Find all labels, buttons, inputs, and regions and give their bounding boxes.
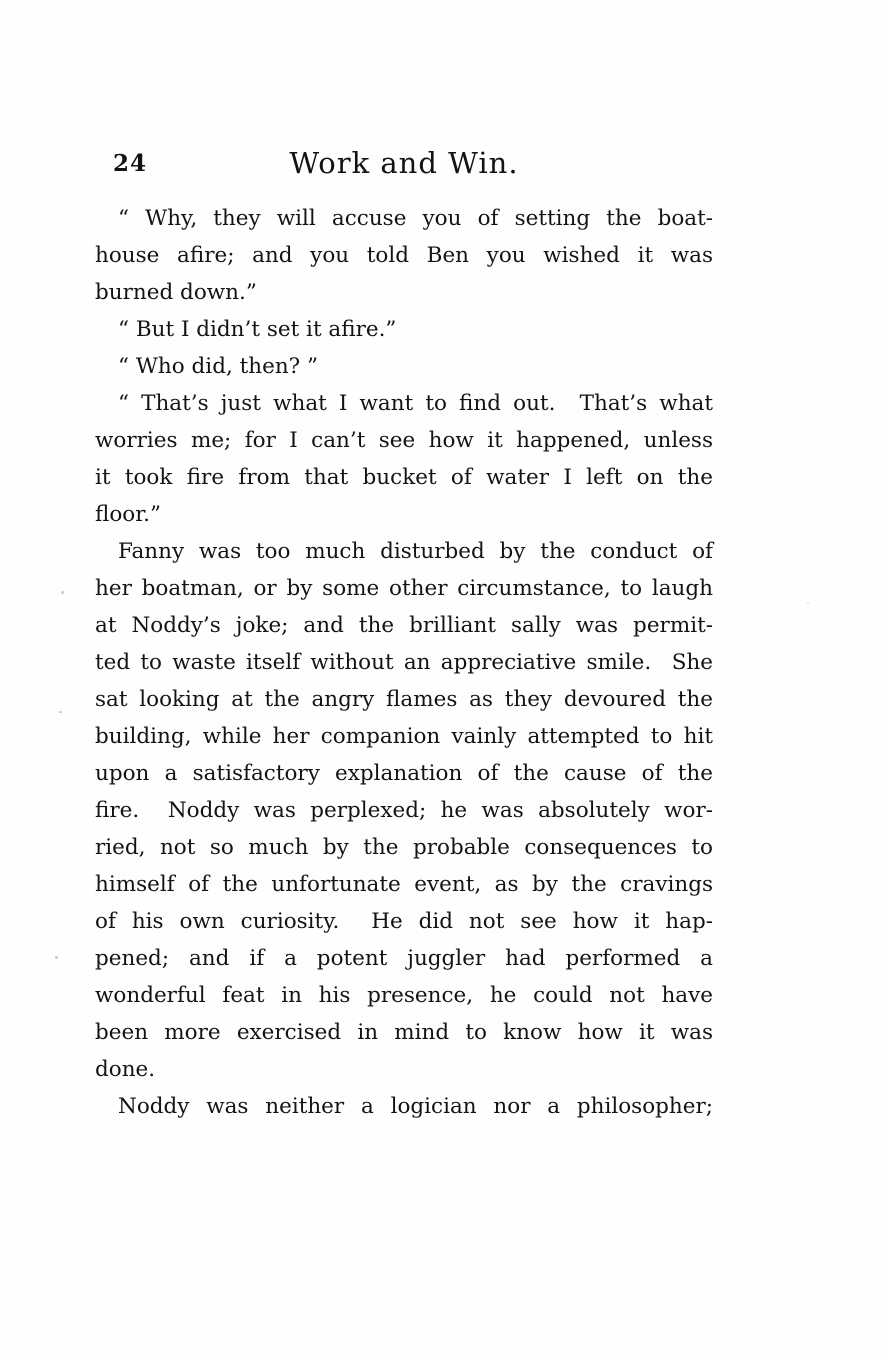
text-line: pened; and if a potent juggler had performed a: [95, 946, 713, 971]
text-line: at Noddy’s joke; and the brilliant sally was permit-: [95, 613, 713, 638]
paragraph: [95, 348, 713, 385]
text-line: “ But I didn’t set it afire.”: [118, 317, 397, 342]
text-line: ried, not so much by the probable consequences to: [95, 835, 713, 860]
text-line: “ That’s just what I want to find out. That’s what: [118, 391, 713, 416]
text-line: Noddy was neither a logician nor a philosopher;: [118, 1094, 713, 1119]
text-line: fire. Noddy was perplexed; he was absolutely wor-: [95, 798, 713, 823]
paragraph: [95, 533, 713, 1088]
paragraph: [95, 311, 713, 348]
text-line: worries me; for I can’t see how it happened, unless: [95, 428, 713, 453]
text-line: upon a satisfactory explanation of the cause of the: [95, 761, 713, 786]
text-line: sat looking at the angry flames as they devoured the: [95, 687, 713, 712]
paragraph: [95, 200, 713, 311]
scan-speck: [55, 956, 58, 959]
page-number: 24: [113, 150, 148, 177]
text-line: floor.”: [95, 502, 161, 527]
text-line: building, while her companion vainly attempted to hit: [95, 724, 713, 749]
paragraph: [95, 385, 713, 533]
text-line: of his own curiosity. He did not see how it hap-: [95, 909, 713, 934]
running-title: Work and Win.: [289, 146, 519, 180]
text-line: “ Why, they will accuse you of setting the boat-: [118, 206, 713, 231]
text-line: been more exercised in mind to know how it was: [95, 1020, 713, 1045]
scan-speck: [61, 591, 64, 594]
text-line: Fanny was too much disturbed by the conduct of: [118, 539, 713, 564]
page-body: [95, 200, 713, 1125]
text-line: done.: [95, 1057, 156, 1082]
scan-speck: [807, 602, 809, 604]
text-line: wonderful feat in his presence, he could not have: [95, 983, 713, 1008]
scan-speck: [59, 711, 62, 713]
page-header: [95, 146, 713, 186]
text-line: house afire; and you told Ben you wished it was: [95, 243, 713, 268]
text-line: burned down.”: [95, 280, 257, 305]
text-line: himself of the unfortunate event, as by the cravings: [95, 872, 713, 897]
text-line: “ Who did, then? ”: [118, 354, 319, 379]
text-line: it took fire from that bucket of water I left on the: [95, 465, 713, 490]
text-line: her boatman, or by some other circumstance, to laugh: [95, 576, 713, 601]
text-line: ted to waste itself without an appreciative smile. She: [95, 650, 713, 675]
paragraph: [95, 1088, 713, 1125]
